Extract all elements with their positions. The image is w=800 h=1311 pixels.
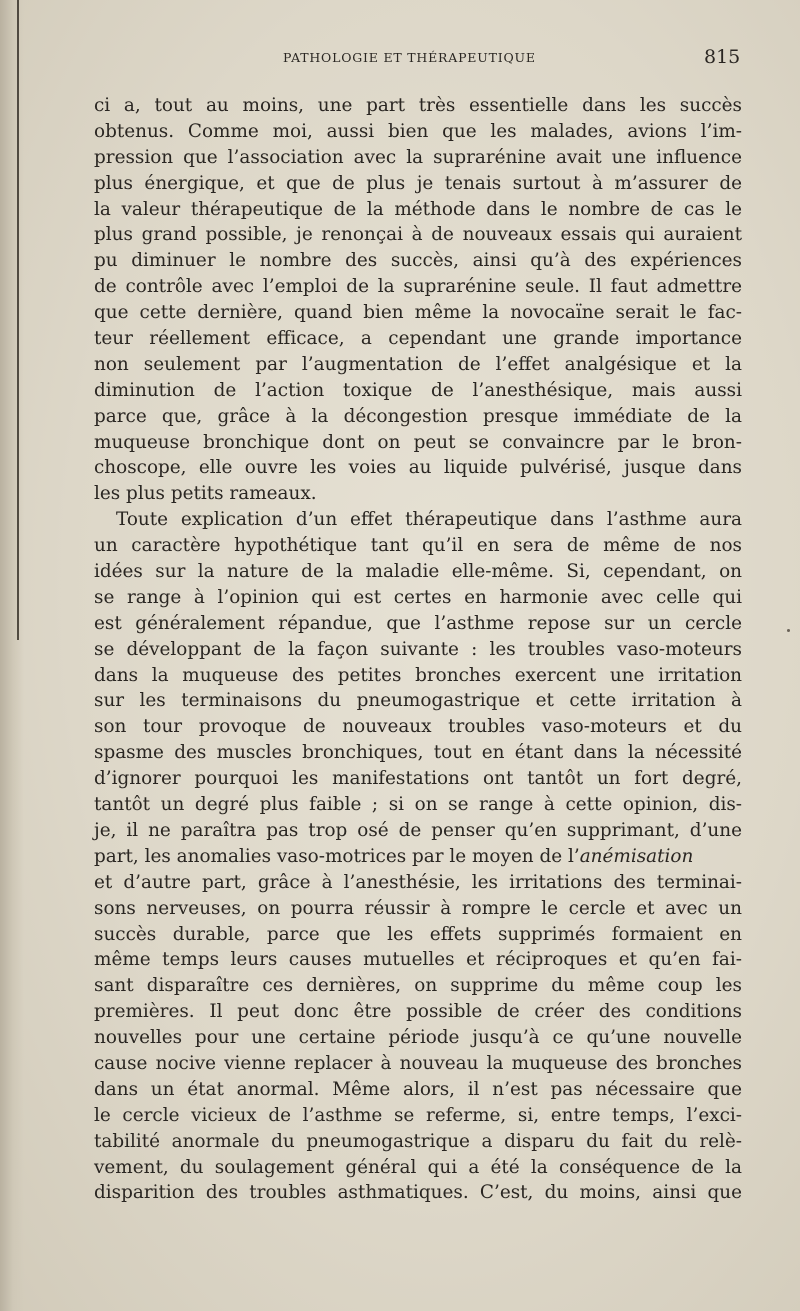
page-number: 815 — [704, 46, 741, 68]
text-line: plus grand possible, je renonçai à de nouveaux essais qui auraient — [94, 224, 742, 246]
text-line: idées sur la nature de la maladie elle-même. Si, cependant, on — [94, 561, 742, 583]
text-line: les plus petits rameaux. — [94, 483, 317, 505]
text-line: est généralement répandue, que l’asthme repose sur un cercle — [94, 612, 742, 634]
text-line: d’ignorer pourquoi les manifestations ont tantôt un fort degré, — [94, 768, 742, 790]
text-line: disparition des troubles asthmatiques. C’est, du moins, ainsi que — [94, 1182, 742, 1204]
text-line: cause nocive vienne replacer à nouveau la muqueuse des bronches — [94, 1052, 742, 1074]
text-line: sant disparaître ces dernières, on supprime du même coup les — [94, 975, 742, 997]
text-line-start: part, les anomalies vaso-motrices par le moyen de l’ — [94, 845, 580, 867]
text-line: de contrôle avec l’emploi de la suprarénine seule. Il faut admettre — [94, 276, 742, 298]
text-line: obtenus. Comme moi, aussi bien que les malades, avions l’im- — [94, 120, 742, 142]
text-line: succès durable, parce que les effets supprimés formaient en — [94, 923, 742, 945]
text-line: sur les terminaisons du pneumogastrique et cette irritation à — [94, 690, 742, 712]
text-line: choscope, elle ouvre les voies au liquide pulvérisé, jusque dans — [94, 457, 742, 479]
margin-mark — [787, 629, 790, 632]
page-binding-shadow — [0, 0, 24, 1311]
text-line: diminution de l’action toxique de l’anesthésique, mais aussi — [94, 379, 742, 401]
body-text — [94, 93, 742, 1206]
text-line: teur réellement efficace, a cependant une grande importance — [94, 328, 742, 350]
text-line: que cette dernière, quand bien même la novocaïne serait le fac- — [94, 302, 742, 324]
text-line: Toute explication d’un effet thérapeutique dans l’asthme aura — [116, 509, 742, 531]
page-header — [0, 46, 800, 74]
running-head: PATHOLOGIE ET THÉRAPEUTIQUE — [283, 50, 536, 65]
text-line: nouvelles pour une certaine période jusqu’à ce qu’une nouvelle — [94, 1027, 742, 1049]
text-line: dans la muqueuse des petites bronches exercent une irritation — [94, 664, 742, 686]
text-line: plus énergique, et que de plus je tenais surtout à m’assurer de — [94, 172, 742, 194]
text-line: je, il ne paraîtra pas trop osé de penser qu’en supprimant, d’une — [94, 819, 742, 841]
page-binding-edge-line — [17, 0, 19, 640]
text-line: tabilité anormale du pneumogastrique a disparu du fait du relè- — [94, 1130, 742, 1152]
text-line: le cercle vicieux de l’asthme se referme, si, entre temps, l’exci- — [94, 1104, 742, 1126]
text-line: spasme des muscles bronchiques, tout en étant dans la nécessité — [94, 742, 742, 764]
text-line: se développant de la façon suivante : les troubles vaso-moteurs — [94, 638, 742, 660]
text-line: pression que l’association avec la suprarénine avait une influence — [94, 146, 742, 168]
italic-term: anémisation — [579, 845, 694, 867]
text-line-with-italic — [94, 844, 742, 870]
text-line: et d’autre part, grâce à l’anesthésie, les irritations des terminai- — [94, 871, 742, 893]
text-line: même temps leurs causes mutuelles et réciproques et qu’en fai- — [94, 949, 742, 971]
text-line: son tour provoque de nouveaux troubles vaso-moteurs et du — [94, 716, 742, 738]
text-line: se range à l’opinion qui est certes en harmonie avec celle qui — [94, 586, 742, 608]
text-line: sons nerveuses, on pourra réussir à rompre le cercle et avec un — [94, 897, 742, 919]
text-line: la valeur thérapeutique de la méthode dans le nombre de cas le — [94, 198, 742, 220]
text-line: premières. Il peut donc être possible de créer des conditions — [94, 1001, 742, 1023]
text-line: vement, du soulagement général qui a été la conséquence de la — [94, 1156, 742, 1178]
text-line: un caractère hypothétique tant qu’il en sera de même de nos — [94, 535, 742, 557]
text-line: muqueuse bronchique dont on peut se convaincre par le bron- — [94, 431, 742, 453]
text-line: dans un état anormal. Même alors, il n’est pas nécessaire que — [94, 1078, 742, 1100]
text-line: pu diminuer le nombre des succès, ainsi qu’à des expériences — [94, 250, 742, 272]
text-line: non seulement par l’augmentation de l’effet analgésique et la — [94, 353, 742, 375]
text-line: tantôt un degré plus faible ; si on se range à cette opinion, dis- — [94, 794, 742, 816]
text-line: parce que, grâce à la décongestion presque immédiate de la — [94, 405, 742, 427]
text-line: ci a, tout au moins, une part très essentielle dans les succès — [94, 95, 742, 116]
